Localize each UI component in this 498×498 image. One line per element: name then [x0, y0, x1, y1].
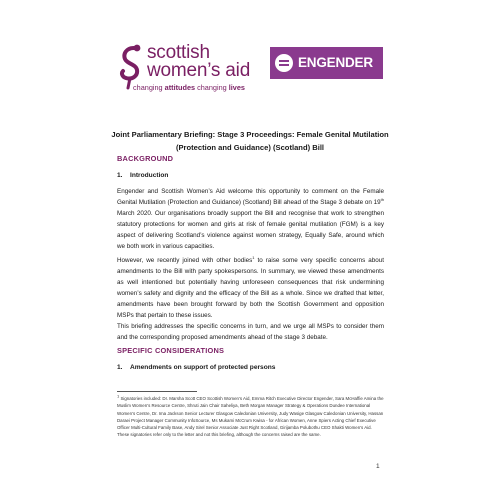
footnote-ref[interactable]: 1	[252, 254, 255, 260]
footnote: $^1$ Signatories included: Dr. Marsha Scott CEO Scottish Women’s Aid, Emma Ritch Executive Director Engender, Sara McHaffie Amina the Muslim Women’s Resource Centre, Shruti Jain Chair Saheliya, Beth Morgan Manager Strategy & Operations Dundee International Women’s Centre, Dr. Ima Jackson Senior Lecturer Glasgow Caledonian University, Judy Wasige Glasgow Caledonian University, Hassan Daraei Project Manager Community InfoSource, Ms Mukami McCrum Kwisa - for African Women, Anne Spiers Acting Chief Executive Officer Multi-Cultural Family Base, Andy Sirel Senior Associate Just Right Scotland, Girijamba Polubothu CEO Shakti Women’s Aid. These signatories refer only to the letter and not this briefing, although the concerns raised are the same.	[117, 393, 384, 438]
background-heading: BACKGROUND	[117, 154, 174, 163]
swa-logo-line1: scottish	[147, 42, 210, 63]
swa-logo-line2: women’s aid	[147, 60, 251, 81]
equals-icon	[275, 54, 293, 72]
concerns-paragraph: However, we recently joined with other bodies$^1$ to raise some very specific concerns about amendments to the Bill with party spokespersons. In summary, we viewed these amendments as well intentioned but potentially having unforeseen consequences that risk undermining women’s safety and dignity and the efficacy of the Bill as a whole. Since we drafted that letter, amendments have been brought forward by both the Scottish Government and opposition MSPs that pertain to these issues.	[117, 254, 384, 319]
amendments-subheading: 1. Amendments on support of protected persons	[117, 364, 276, 371]
page-number: 1	[376, 463, 380, 470]
introduction-subheading: 1. Introduction	[117, 172, 169, 179]
engender-logo-text: ENGENDER	[298, 55, 373, 70]
document-title: Joint Parliamentary Briefing: Stage 3 Proceedings: Female Genital Mutilation (Protection and Guidance) (Scotland) Bill	[111, 130, 389, 152]
swa-tagline: changing attitudes changing lives	[133, 83, 245, 92]
engender-logo	[270, 47, 383, 79]
introduction-paragraph: Engender and Scottish Women’s Aid welcome this opportunity to comment on the Female Genital Mutilation (Protection and Guidance) (Scotland) Bill ahead of the Stage 3 debate on 19th March 2020. Our organisations broadly support the Bill and recognise that work to strengthen statutory protections for women and girls at risk of female genital mutilation (FGM) is a key aspect of delivering Scotland’s violence against women strategy, Equally Safe, around which we both work in various capacities.	[117, 188, 384, 250]
briefing-paragraph: This briefing addresses the specific concerns in turn, and we urge all MSPs to consider them and the corresponding proposed amendments ahead of the stage 3 debate.	[117, 323, 384, 341]
specific-considerations-heading: SPECIFIC CONSIDERATIONS	[117, 346, 225, 355]
footnote-divider	[117, 391, 197, 392]
scottish-womens-aid-logo	[118, 40, 260, 94]
